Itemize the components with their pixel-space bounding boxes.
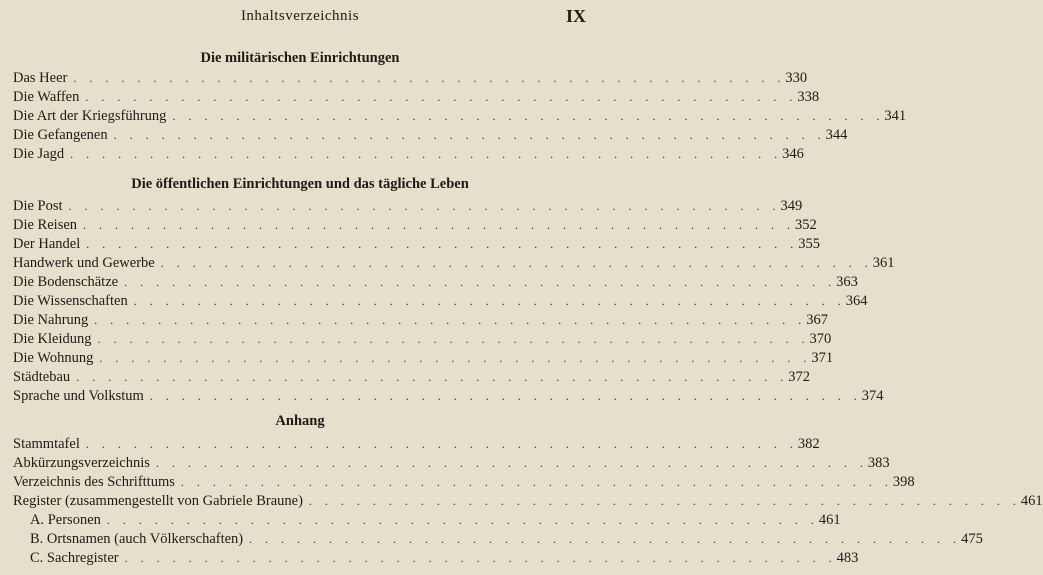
toc-entry-page: 361 [872, 255, 895, 271]
toc-entry-page: 330 [785, 70, 808, 86]
toc-entry [13, 388, 884, 407]
toc-entry [13, 198, 803, 217]
toc-entry [13, 312, 829, 331]
toc-entry-page: 364 [845, 293, 868, 309]
dot-leader: . . . . . . . . . . . . . . . . . . . . . . . . . . . . . . . . . . . . . . . . . . . . . [73, 71, 786, 85]
toc-entry-page: 374 [861, 388, 884, 404]
dot-leader: . . . . . . . . . . . . . . . . . . . . . . . . . . . . . . . . . . . . . . . . . . . . . [76, 370, 789, 384]
dot-leader: . . . . . . . . . . . . . . . . . . . . . . . . . . . . . . . . . . . . . . . . . . . . . [85, 90, 798, 104]
toc-entry-label: A. Personen [30, 512, 101, 528]
toc-entry-label: Die Art der Kriegsführung [13, 108, 167, 124]
toc-entry-label: Die Wohnung [13, 350, 94, 366]
toc-entry-label: Stammtafel [13, 436, 80, 452]
dot-leader: . . . . . . . . . . . . . . . . . . . . . . . . . . . . . . . . . . . . . . . . . . . . . [124, 275, 837, 289]
toc-entry-label: Die Kleidung [13, 331, 92, 347]
toc-entry [13, 255, 895, 274]
section-heading: Die militärischen Einrichtungen [200, 50, 400, 66]
toc-entry-page: 341 [884, 108, 907, 124]
toc-entry [13, 293, 868, 312]
toc-entry-label: Abkürzungsverzeichnis [13, 455, 150, 471]
toc-entry-label: Die Reisen [13, 217, 78, 233]
toc-entry [13, 493, 1043, 512]
dot-leader: . . . . . . . . . . . . . . . . . . . . . . . . . . . . . . . . . . . . . . . . . . . . . [133, 294, 846, 308]
toc-entry-label: Die Nahrung [13, 312, 89, 328]
toc-entry-page: 363 [836, 274, 858, 290]
toc-entry [13, 127, 848, 146]
page-number: IX [565, 6, 586, 26]
toc-entry-page: 382 [797, 436, 820, 452]
dot-leader: . . . . . . . . . . . . . . . . . . . . . . . . . . . . . . . . . . . . . . . . . . . . . [113, 128, 826, 142]
dot-leader: . . . . . . . . . . . . . . . . . . . . . . . . . . . . . . . . . . . . . . . . . . . . . [83, 218, 796, 232]
toc-entry-label: Handwerk und Gewerbe [13, 255, 155, 271]
toc-entry-page: 475 [961, 531, 983, 547]
toc-entry-page: 383 [867, 455, 890, 471]
dot-leader: . . . . . . . . . . . . . . . . . . . . . . . . . . . . . . . . . . . . . . . . . . . . . [106, 513, 819, 527]
dot-leader: . . . . . . . . . . . . . . . . . . . . . . . . . . . . . . . . . . . . . . . . . . . . . [70, 147, 783, 161]
toc-entry-label: Das Heer [13, 70, 68, 86]
toc-entry-page: 370 [809, 331, 832, 347]
toc-entry [13, 436, 820, 455]
toc-entry [13, 350, 834, 369]
toc-entry-page: 372 [788, 369, 810, 385]
toc-entry-label: Die Bodenschätze [13, 274, 119, 290]
toc-entry-label: Verzeichnis des Schrifttums [13, 474, 175, 490]
toc-entry [13, 331, 832, 350]
toc-entry-label: Die Jagd [13, 146, 65, 162]
toc-entry-label: Der Handel [13, 236, 81, 252]
running-head [0, 4, 600, 30]
dot-leader: . . . . . . . . . . . . . . . . . . . . . . . . . . . . . . . . . . . . . . . . . . . . . [180, 475, 893, 489]
toc-entry [13, 217, 817, 236]
toc-entry-page: 346 [782, 146, 804, 162]
dot-leader: . . . . . . . . . . . . . . . . . . . . . . . . . . . . . . . . . . . . . . . . . . . . . [160, 256, 873, 270]
toc-entry-page: 367 [806, 312, 829, 328]
toc-entry [13, 455, 890, 474]
toc-entry-label: Städtebau [13, 369, 71, 385]
toc-entry-page: 371 [811, 350, 834, 366]
dot-leader: . . . . . . . . . . . . . . . . . . . . . . . . . . . . . . . . . . . . . . . . . . . . . [149, 389, 862, 403]
toc-entry [13, 236, 820, 255]
toc-entry-label: Sprache und Volkstum [13, 388, 144, 404]
toc-subentry [30, 531, 983, 550]
dot-leader: . . . . . . . . . . . . . . . . . . . . . . . . . . . . . . . . . . . . . . . . . . . . . [86, 237, 799, 251]
toc-entry-page: 398 [892, 474, 915, 490]
toc-entry-page: 355 [798, 236, 820, 252]
dot-leader: . . . . . . . . . . . . . . . . . . . . . . . . . . . . . . . . . . . . . . . . . . . . . [172, 109, 885, 123]
toc-entry-label: Die Gefangenen [13, 127, 108, 143]
toc-entry [13, 108, 907, 127]
section-heading: Anhang [275, 413, 325, 429]
dot-leader: . . . . . . . . . . . . . . . . . . . . . . . . . . . . . . . . . . . . . . . . . . . . . [85, 437, 798, 451]
dot-leader: . . . . . . . . . . . . . . . . . . . . . . . . . . . . . . . . . . . . . . . . . . . . . [97, 332, 810, 346]
section-heading: Die öffentlichen Einrichtungen und das tägliche Leben [131, 176, 469, 192]
toc-entry-page: 461 [1020, 493, 1043, 509]
toc-entry-label: Die Wissenschaften [13, 293, 128, 309]
dot-leader: . . . . . . . . . . . . . . . . . . . . . . . . . . . . . . . . . . . . . . . . . . . . . [68, 199, 781, 213]
toc-entry-page: 352 [795, 217, 817, 233]
toc-entry [13, 474, 915, 493]
toc-entry [13, 70, 808, 89]
toc-entry-label: C. Sachregister [30, 550, 119, 566]
toc-entry-page: 461 [818, 512, 841, 528]
toc-entry [13, 369, 810, 388]
toc-entry [13, 89, 820, 108]
toc-entry-page: 349 [780, 198, 803, 214]
dot-leader: . . . . . . . . . . . . . . . . . . . . . . . . . . . . . . . . . . . . . . . . . . . . . [124, 551, 837, 565]
toc-entry-page: 338 [797, 89, 820, 105]
toc-entry-label: Register (zusammengestellt von Gabriele Braune) [13, 493, 303, 509]
toc-subentry [30, 512, 841, 531]
toc-entry-label: Die Waffen [13, 89, 80, 105]
toc-entry-label: B. Ortsnamen (auch Völkerschaften) [30, 531, 244, 547]
dot-leader: . . . . . . . . . . . . . . . . . . . . . . . . . . . . . . . . . . . . . . . . . . . . . [99, 351, 812, 365]
page-title: Inhaltsverzeichnis [240, 8, 360, 24]
dot-leader: . . . . . . . . . . . . . . . . . . . . . . . . . . . . . . . . . . . . . . . . . . . . . [308, 494, 1021, 508]
toc-entry [13, 274, 858, 293]
toc-entry-label: Die Post [13, 198, 63, 214]
toc-subentry [30, 550, 859, 569]
toc-entry [13, 146, 804, 165]
toc-entry-page: 344 [825, 127, 848, 143]
toc-entry-page: 483 [836, 550, 859, 566]
dot-leader: . . . . . . . . . . . . . . . . . . . . . . . . . . . . . . . . . . . . . . . . . . . . . [94, 313, 807, 327]
dot-leader: . . . . . . . . . . . . . . . . . . . . . . . . . . . . . . . . . . . . . . . . . . . . . [155, 456, 868, 470]
dot-leader: . . . . . . . . . . . . . . . . . . . . . . . . . . . . . . . . . . . . . . . . . . . . . [249, 532, 962, 546]
